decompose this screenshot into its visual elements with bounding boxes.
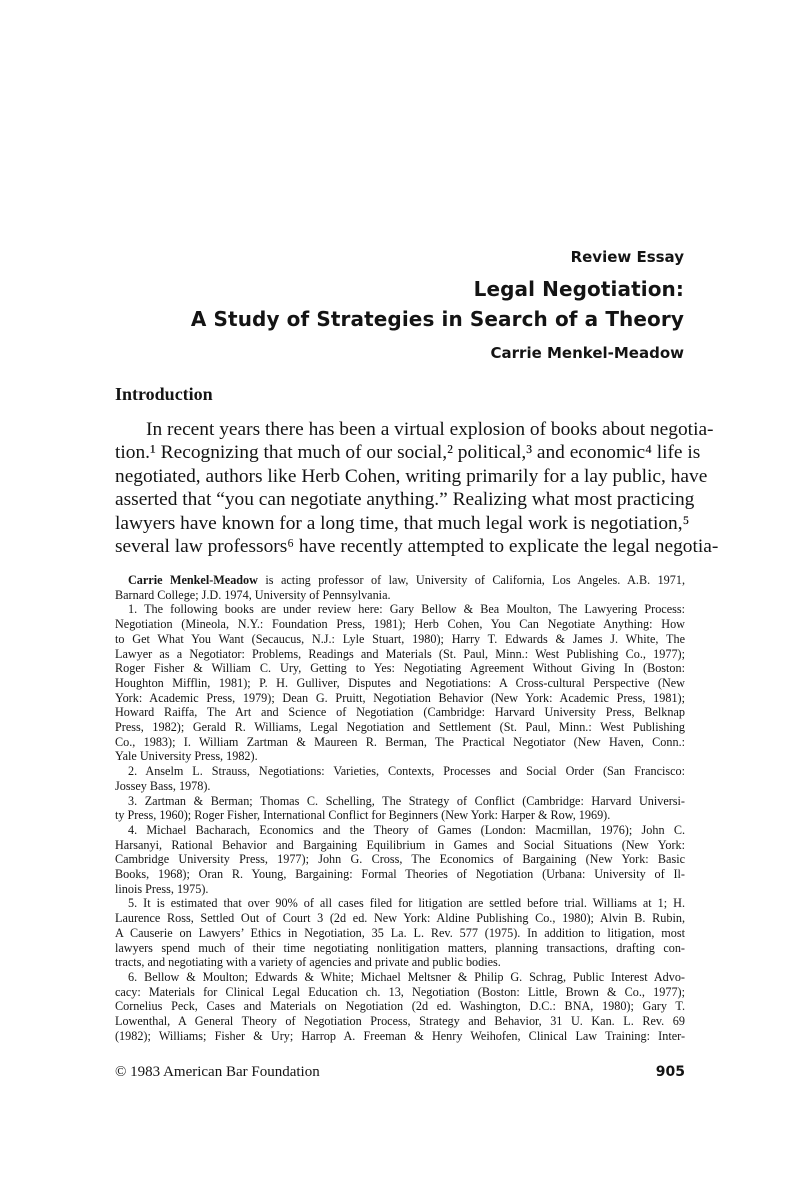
footnote-line: Cornelius Peck, Cases and Materials on Negotiation (2d ed. Washington, D.C.: BNA, 1980); Gary T. [115, 999, 685, 1014]
article-title-line-1: Legal Negotiation: [473, 277, 684, 301]
footnote-3 [115, 794, 685, 823]
footnote-line: Lowenthal, A General Theory of Negotiation Process, Strategy and Behavior, 31 U. Kan. L. Rev. 69 [115, 1014, 685, 1029]
footnote-5 [115, 896, 685, 970]
footnote-line: Laurence Ross, Settled Out of Court 3 (2d ed. New York: Aldine Publishing Co., 1980); Alvin B. Rubin, [115, 911, 685, 926]
footnote-line: 4. Michael Bacharach, Economics and the Theory of Games (London: Macmillan, 1976); John C. [128, 822, 685, 837]
footnote-line: 5. It is estimated that over 90% of all cases filed for litigation are settled before trial. Williams at 1; H. [128, 896, 685, 911]
article-author: Carrie Menkel-Meadow [490, 344, 684, 362]
intro-line: tion.¹ Recognizing that much of our social,² political,³ and economic⁴ life is [115, 442, 701, 464]
footnote-line: 3. Zartman & Berman; Thomas C. Schelling, The Strategy of Conflict (Cambridge: Harvard Universi- [128, 793, 685, 808]
footnote-line: lawyers spend much of their time negotiating nonlitigation matters, planning transactions, drafting con- [115, 940, 685, 955]
footnote-line: tracts, and negotiating with a variety of agencies and private and public bodies. [115, 955, 501, 970]
author-note [115, 573, 685, 602]
footnote-line: Barnard College; J.D. 1974, University of Pennsylvania. [115, 587, 391, 602]
footnote-line: Cambridge University Press, 1977); John G. Cross, The Economics of Bargaining (New York: Basic [115, 852, 685, 867]
essay-type-label: Review Essay [570, 248, 684, 266]
footnote-line: (1982); Williams; Fisher & Ury; Harrop A. Freeman & Henry Weihofen, Clinical Law Training: Inter- [115, 1028, 685, 1043]
footnote-line: Lawyer as a Negotiator: Problems, Readings and Materials (St. Paul, Minn.: West Publishing Co., 1977); [115, 646, 685, 661]
intro-paragraph [115, 418, 719, 558]
footnote-line: ty Press, 1960); Roger Fisher, International Conflict for Beginners (New York: Harper & Row, 1969). [115, 808, 611, 823]
footnote-line: Yale University Press, 1982). [115, 749, 258, 764]
footnote-6 [115, 970, 685, 1044]
article-header [124, 246, 684, 364]
intro-line: lawyers have known for a long time, that much legal work is negotiation,⁵ [115, 512, 690, 534]
footnote-line: Harsanyi, Rational Behavior and Bargaining Equilibrium in Games and Social Situations (New York: [115, 837, 685, 852]
intro-line: several law professors⁶ have recently attempted to explicate the legal negotia- [115, 536, 719, 558]
footnote-line: Houghton Mifflin, 1981); P. H. Gulliver, Disputes and Negotiations: A Cross-cultural Perspective (New [115, 675, 685, 690]
footnote-4 [115, 823, 685, 897]
footnote-line: Co., 1983); I. William Zartman & Maureen R. Berman, The Practical Negotiator (New Haven, Conn.: [115, 734, 685, 749]
copyright-notice: © 1983 American Bar Foundation [115, 1064, 320, 1080]
footnote-line: Books, 1968); Oran R. Young, Bargaining: Formal Theories of Negotiation (Urbana: University of Il- [115, 867, 685, 882]
footnote-line: to Get What You Want (Secaucus, N.J.: Lyle Stuart, 1980); Harry T. Edwards & James J. White, The [115, 631, 685, 646]
footnote-line [115, 573, 685, 588]
footnotes [115, 573, 685, 1044]
footnote-line: Howard Raiffa, The Art and Science of Negotiation (Cambridge: Harvard University Press, Belknap [115, 705, 685, 720]
footnote-line: 6. Bellow & Moulton; Edwards & White; Michael Meltsner & Philip G. Schrag, Public Interest Advo- [128, 969, 685, 984]
footnote-1 [115, 602, 685, 764]
intro-line: asserted that “you can negotiate anything.” Realizing what most practicing [115, 489, 695, 511]
footnote-line: 1. The following books are under review here: Gary Bellow & Bea Moulton, The Lawyering Process: [128, 602, 685, 617]
section-heading: Introduction [115, 384, 213, 404]
author-note-name: Carrie Menkel-Meadow [128, 573, 258, 587]
footnote-line: Press, 1982); Gerald R. Williams, Legal Negotiation and Settlement (St. Paul, Minn.: West Publishing [115, 720, 685, 735]
footnote-line: cacy: Materials for Clinical Legal Education ch. 13, Negotiation (Boston: Little, Brown & Co., 1977); [115, 984, 685, 999]
intro-line: negotiated, authors like Herb Cohen, writing primarily for a lay public, have [115, 465, 708, 487]
page-number: 905 [655, 1064, 685, 1080]
author-note-text: is acting professor of law, University of California, Los Angeles. A.B. 1971, [257, 573, 685, 587]
footnote-line: Roger Fisher & William C. Ury, Getting to Yes: Negotiating Agreement Without Giving In (Boston: [115, 661, 685, 676]
footnote-2 [115, 764, 685, 793]
intro-line: In recent years there has been a virtual explosion of books about negotia- [146, 419, 714, 440]
footnote-line: linois Press, 1975). [115, 881, 209, 896]
footnote-line: A Causerie on Lawyers’ Ethics in Negotiation, 35 La. L. Rev. 577 (1975). In addition to litigation, most [115, 925, 685, 940]
footnote-line: 2. Anselm L. Strauss, Negotiations: Varieties, Contexts, Processes and Social Order (San Francisco: [128, 764, 685, 779]
footnote-line: Jossey Bass, 1978). [115, 778, 211, 793]
article-title-line-2: A Study of Strategies in Search of a Theory [190, 307, 684, 331]
footnote-line: Negotiation (Mineola, N.Y.: Foundation Press, 1981); Herb Cohen, You Can Negotiate Anything: How [115, 617, 685, 632]
footnote-line: York: Academic Press, 1979); Dean G. Pruitt, Negotiation Behavior (New York: Academic Press, 1981); [115, 690, 685, 705]
